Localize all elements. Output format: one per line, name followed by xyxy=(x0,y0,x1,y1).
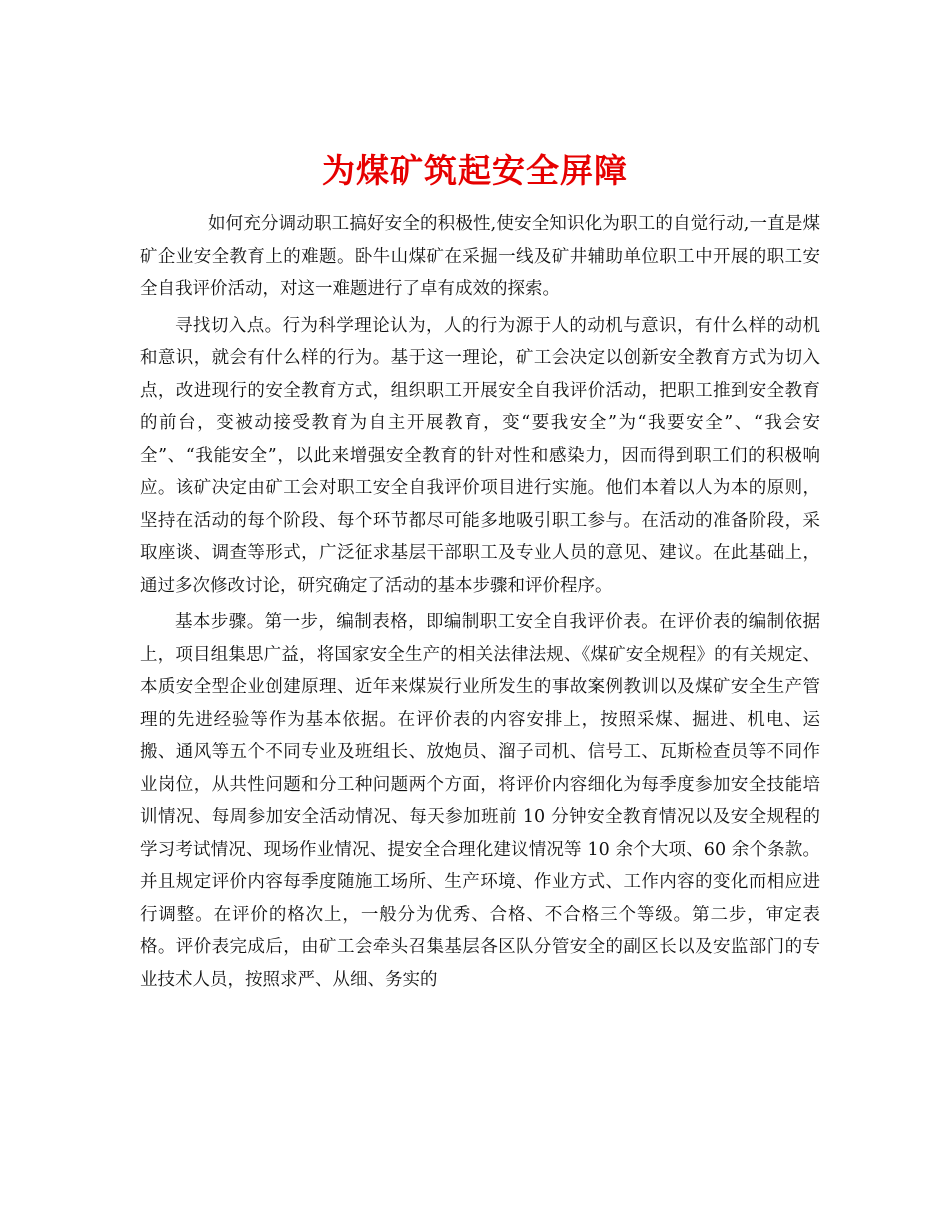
paragraph-basic-steps: 基本步骤。第一步，编制表格，即编制职工安全自我评价表。在评价表的编制依据上，项目组集思广益，将国家安全生产的相关法律法规、《煤矿安全规程》的有关规定、本质安全型企业创建原理、近年来煤炭行业所发生的事故案例教训以及煤矿安全生产管理的先进经验等作为基本依据。在评价表的内容安排上，按照采煤、掘进、机电、运搬、通风等五个不同专业及班组长、放炮员、溜子司机、信号工、瓦斯检查员等不同作业岗位，从共性问题和分工种问题两个方面，将评价内容细化为每季度参加安全技能培训情况、每周参加安全活动情况、每天参加班前 10 分钟安全教育情况以及安全规程的学习考试情况、现场作业情况、提安全合理化建议情况等 10 余个大项、60 余个条款。并且规定评价内容每季度随施工场所、生产环境、作业方式、工作内容的变化而相应进行调整。在评价的格次上，一般分为优秀、合格、不合格三个等级。第二步，审定表格。评价表完成后，由矿工会牵头召集基层各区队分管安全的副区长以及安监部门的专业技术人员，按照求严、从细、务实的 xyxy=(140,612,820,990)
document-body xyxy=(140,208,820,1000)
paragraph-entry-point: 寻找切入点。行为科学理论认为，人的行为源于人的动机与意识，有什么样的动机和意识，就会有什么样的行为。基于这一理论，矿工会决定以创新安全教育方式为切入点，改进现行的安全教育方式，组织职工开展安全自我评价活动，把职工推到安全教育的前台，变被动接受教育为自主开展教育，变“要我安全”为“我要安全”、“我会安全”、“我能安全”，以此来增强安全教育的针对性和感染力，因而得到职工们的积极响应。该矿决定由矿工会对职工安全自我评价项目进行实施。他们本着以人为本的原则，坚持在活动的每个阶段、每个环节都尽可能多地吸引职工参与。在活动的准备阶段，采取座谈、调查等形式，广泛征求基层干部职工及专业人员的意见、建议。在此基础上，通过多次修改讨论，研究确定了活动的基本步骤和评价程序。 xyxy=(140,315,820,596)
paragraph-intro: 如何充分调动职工搞好安全的积极性,使安全知识化为职工的自觉行动,一直是煤矿企业安全教育上的难题。卧牛山煤矿在采掘一线及矿井辅助单位职工中开展的职工安全自我评价活动，对这一难题进行了卓有成效的探索。 xyxy=(140,214,820,299)
document-title: 为煤矿筑起安全屏障 xyxy=(322,151,628,191)
